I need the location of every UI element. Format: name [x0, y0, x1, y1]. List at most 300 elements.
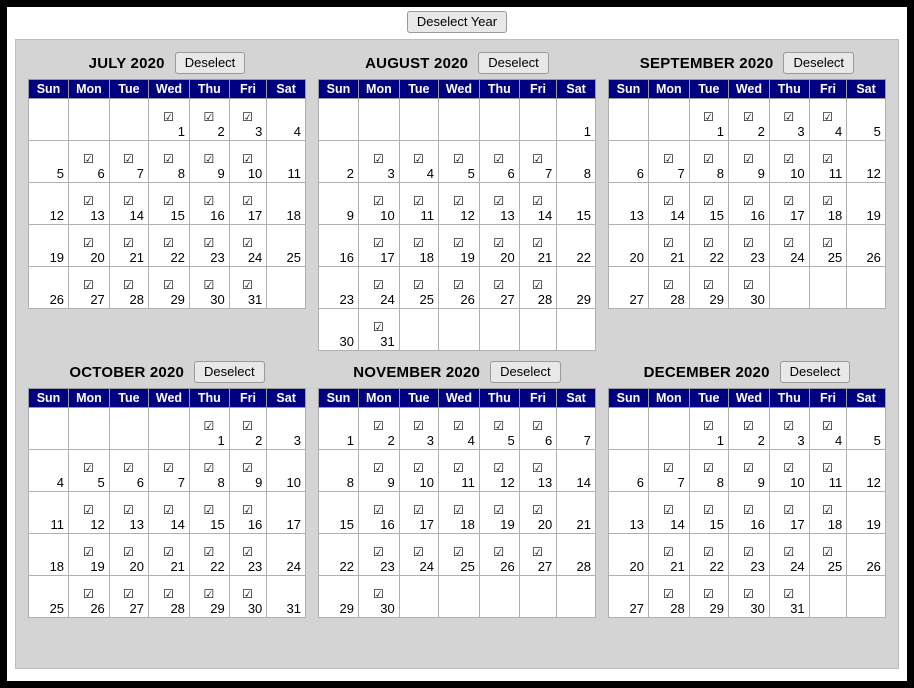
day-checkbox[interactable]: ☑ — [203, 110, 215, 124]
day-cell[interactable] — [438, 267, 479, 309]
day-checkbox[interactable]: ☑ — [783, 503, 795, 517]
day-cell[interactable] — [648, 450, 689, 492]
day-checkbox[interactable]: ☑ — [743, 503, 754, 517]
day-checkbox[interactable]: ☑ — [203, 503, 215, 517]
day-checkbox[interactable]: ☑ — [743, 419, 754, 433]
day-cell[interactable] — [189, 99, 229, 141]
day-cell[interactable] — [229, 183, 267, 225]
day-checkbox[interactable]: ☑ — [822, 110, 833, 124]
day-cell[interactable] — [149, 183, 190, 225]
day-cell[interactable] — [728, 492, 769, 534]
week-row — [608, 450, 885, 492]
day-cell[interactable] — [438, 492, 479, 534]
day-checkbox[interactable]: ☑ — [822, 236, 833, 250]
day-checkbox[interactable]: ☑ — [242, 587, 253, 601]
day-cell[interactable] — [479, 183, 519, 225]
day-cell[interactable] — [69, 225, 110, 267]
day-checkbox[interactable]: ☑ — [123, 503, 134, 517]
day-checkbox[interactable]: ☑ — [453, 503, 464, 517]
day-cell[interactable] — [189, 141, 229, 183]
day-checkbox[interactable]: ☑ — [163, 152, 174, 166]
day-checkbox[interactable]: ☑ — [743, 278, 754, 292]
day-cell[interactable] — [728, 99, 769, 141]
day-checkbox[interactable]: ☑ — [783, 545, 795, 559]
day-cell[interactable] — [359, 267, 400, 309]
day-cell[interactable] — [109, 492, 148, 534]
day-number: 3 — [797, 124, 805, 139]
day-checkbox[interactable]: ☑ — [532, 503, 543, 517]
day-cell — [847, 99, 886, 141]
day-cell[interactable] — [149, 225, 190, 267]
day-checkbox[interactable]: ☑ — [702, 152, 714, 166]
day-checkbox[interactable]: ☑ — [532, 545, 543, 559]
day-checkbox[interactable]: ☑ — [412, 545, 424, 559]
day-checkbox[interactable]: ☑ — [83, 194, 94, 208]
day-checkbox[interactable]: ☑ — [83, 461, 94, 475]
day-cell[interactable] — [109, 225, 148, 267]
day-checkbox[interactable]: ☑ — [203, 587, 215, 601]
day-checkbox[interactable]: ☑ — [203, 461, 215, 475]
day-checkbox[interactable]: ☑ — [662, 545, 674, 559]
day-number: 19 — [500, 517, 515, 532]
day-cell[interactable] — [728, 450, 769, 492]
day-number: 24 — [380, 292, 395, 307]
day-cell[interactable] — [438, 450, 479, 492]
day-checkbox[interactable]: ☑ — [743, 236, 754, 250]
day-checkbox[interactable]: ☑ — [123, 587, 134, 601]
day-cell[interactable] — [149, 534, 190, 576]
day-checkbox[interactable]: ☑ — [163, 587, 174, 601]
day-cell[interactable] — [149, 450, 190, 492]
day-checkbox[interactable]: ☑ — [242, 236, 253, 250]
day-cell — [267, 141, 306, 183]
day-checkbox[interactable]: ☑ — [83, 587, 94, 601]
day-checkbox[interactable]: ☑ — [163, 503, 174, 517]
empty-day-cell — [648, 99, 689, 141]
day-checkbox[interactable]: ☑ — [783, 419, 795, 433]
day-cell[interactable] — [769, 99, 809, 141]
day-cell[interactable] — [399, 492, 438, 534]
day-cell[interactable] — [648, 183, 689, 225]
day-checkbox[interactable]: ☑ — [83, 152, 94, 166]
day-cell[interactable] — [109, 183, 148, 225]
day-checkbox[interactable]: ☑ — [532, 194, 543, 208]
day-checkbox[interactable]: ☑ — [372, 419, 384, 433]
day-number: 19 — [90, 559, 105, 574]
day-checkbox[interactable]: ☑ — [662, 587, 674, 601]
day-checkbox[interactable]: ☑ — [743, 545, 754, 559]
day-checkbox[interactable]: ☑ — [163, 278, 174, 292]
day-cell[interactable] — [479, 534, 519, 576]
day-cell[interactable] — [399, 534, 438, 576]
day-number: 8 — [177, 166, 185, 181]
day-checkbox[interactable]: ☑ — [702, 503, 714, 517]
day-checkbox[interactable]: ☑ — [453, 194, 464, 208]
day-cell[interactable] — [769, 450, 809, 492]
day-checkbox[interactable]: ☑ — [412, 503, 424, 517]
day-checkbox[interactable]: ☑ — [743, 152, 754, 166]
deselect-month-button[interactable]: Deselect — [490, 361, 561, 383]
calendar-header — [28, 359, 306, 388]
day-cell[interactable] — [149, 141, 190, 183]
day-checkbox[interactable]: ☑ — [203, 152, 215, 166]
day-cell[interactable] — [438, 225, 479, 267]
day-cell[interactable] — [769, 183, 809, 225]
day-checkbox[interactable]: ☑ — [242, 461, 253, 475]
day-cell[interactable] — [479, 225, 519, 267]
day-cell[interactable] — [689, 225, 728, 267]
day-checkbox[interactable]: ☑ — [743, 461, 754, 475]
day-cell[interactable] — [519, 450, 557, 492]
day-cell — [608, 225, 648, 267]
day-cell[interactable] — [689, 141, 728, 183]
day-checkbox[interactable]: ☑ — [123, 545, 134, 559]
day-checkbox[interactable]: ☑ — [163, 545, 174, 559]
day-cell[interactable] — [359, 183, 400, 225]
day-checkbox[interactable]: ☑ — [702, 419, 714, 433]
day-cell[interactable] — [809, 534, 847, 576]
day-checkbox[interactable]: ☑ — [242, 419, 253, 433]
day-checkbox[interactable]: ☑ — [123, 461, 134, 475]
day-checkbox[interactable]: ☑ — [783, 152, 795, 166]
day-cell[interactable] — [769, 492, 809, 534]
day-checkbox[interactable]: ☑ — [372, 152, 384, 166]
day-cell[interactable] — [479, 492, 519, 534]
day-checkbox[interactable]: ☑ — [453, 236, 464, 250]
day-checkbox[interactable]: ☑ — [242, 278, 253, 292]
day-checkbox[interactable]: ☑ — [662, 461, 674, 475]
day-cell[interactable] — [109, 267, 148, 309]
day-checkbox[interactable]: ☑ — [783, 587, 795, 601]
day-cell[interactable] — [399, 183, 438, 225]
day-cell[interactable] — [189, 534, 229, 576]
day-checkbox[interactable]: ☑ — [242, 110, 253, 124]
day-cell[interactable] — [69, 534, 110, 576]
weekday-header: Sun — [29, 80, 69, 99]
day-cell[interactable] — [359, 576, 400, 618]
day-cell[interactable] — [689, 99, 728, 141]
empty-day-cell — [519, 576, 557, 618]
day-cell[interactable] — [399, 267, 438, 309]
day-cell[interactable] — [519, 492, 557, 534]
day-cell[interactable] — [109, 141, 148, 183]
day-checkbox[interactable]: ☑ — [532, 461, 543, 475]
deselect-month-button[interactable]: Deselect — [783, 52, 854, 74]
day-checkbox[interactable]: ☑ — [123, 194, 134, 208]
day-checkbox[interactable]: ☑ — [822, 461, 833, 475]
day-cell[interactable] — [69, 450, 110, 492]
day-cell[interactable] — [689, 267, 728, 309]
day-checkbox[interactable]: ☑ — [493, 278, 505, 292]
day-cell[interactable] — [109, 534, 148, 576]
day-checkbox[interactable]: ☑ — [662, 278, 674, 292]
day-cell[interactable] — [519, 225, 557, 267]
day-checkbox[interactable]: ☑ — [453, 461, 464, 475]
day-checkbox[interactable]: ☑ — [412, 461, 424, 475]
deselect-month-button[interactable]: Deselect — [478, 52, 549, 74]
day-checkbox[interactable]: ☑ — [412, 194, 424, 208]
day-checkbox[interactable]: ☑ — [163, 236, 174, 250]
day-checkbox[interactable]: ☑ — [532, 152, 543, 166]
day-checkbox[interactable]: ☑ — [123, 152, 134, 166]
day-checkbox[interactable]: ☑ — [242, 503, 253, 517]
day-cell[interactable] — [69, 267, 110, 309]
weekday-header-row — [29, 80, 306, 99]
day-cell[interactable] — [189, 492, 229, 534]
day-cell[interactable] — [648, 576, 689, 618]
weekday-header: Wed — [149, 389, 190, 408]
day-checkbox[interactable]: ☑ — [203, 236, 215, 250]
day-cell[interactable] — [519, 408, 557, 450]
day-cell[interactable] — [689, 534, 728, 576]
day-checkbox[interactable]: ☑ — [242, 194, 253, 208]
day-checkbox[interactable]: ☑ — [662, 152, 674, 166]
day-cell[interactable] — [648, 225, 689, 267]
day-cell[interactable] — [769, 141, 809, 183]
day-number: 30 — [750, 292, 765, 307]
day-cell[interactable] — [69, 141, 110, 183]
day-cell[interactable] — [809, 225, 847, 267]
day-cell[interactable] — [189, 225, 229, 267]
day-checkbox[interactable]: ☑ — [822, 152, 833, 166]
day-cell[interactable] — [728, 534, 769, 576]
day-cell[interactable] — [359, 309, 400, 351]
day-checkbox[interactable]: ☑ — [743, 194, 754, 208]
day-checkbox[interactable]: ☑ — [532, 419, 543, 433]
day-checkbox[interactable]: ☑ — [702, 110, 714, 124]
day-checkbox[interactable]: ☑ — [493, 461, 505, 475]
day-cell[interactable] — [648, 141, 689, 183]
day-cell[interactable] — [189, 183, 229, 225]
day-cell[interactable] — [769, 408, 809, 450]
day-cell[interactable] — [809, 408, 847, 450]
day-cell[interactable] — [438, 141, 479, 183]
day-cell[interactable] — [229, 99, 267, 141]
day-cell[interactable] — [689, 408, 728, 450]
day-number: 4 — [835, 124, 843, 139]
day-number: 16 — [380, 517, 395, 532]
day-checkbox[interactable]: ☑ — [123, 278, 134, 292]
weekday-header: Fri — [519, 389, 557, 408]
day-cell[interactable] — [229, 450, 267, 492]
day-checkbox[interactable]: ☑ — [702, 461, 714, 475]
day-checkbox[interactable]: ☑ — [412, 278, 424, 292]
day-checkbox[interactable]: ☑ — [702, 278, 714, 292]
day-checkbox[interactable]: ☑ — [783, 461, 795, 475]
day-cell[interactable] — [69, 492, 110, 534]
day-cell[interactable] — [69, 183, 110, 225]
day-checkbox[interactable]: ☑ — [372, 320, 384, 334]
day-checkbox[interactable]: ☑ — [123, 236, 134, 250]
day-checkbox[interactable]: ☑ — [662, 194, 674, 208]
day-cell[interactable] — [809, 141, 847, 183]
day-checkbox[interactable]: ☑ — [822, 194, 833, 208]
day-cell[interactable] — [519, 183, 557, 225]
day-checkbox[interactable]: ☑ — [702, 236, 714, 250]
day-cell[interactable] — [229, 267, 267, 309]
day-checkbox[interactable]: ☑ — [822, 503, 833, 517]
day-checkbox[interactable]: ☑ — [372, 587, 384, 601]
day-checkbox[interactable]: ☑ — [163, 461, 174, 475]
day-checkbox[interactable]: ☑ — [83, 278, 94, 292]
day-cell[interactable] — [438, 408, 479, 450]
day-number: 31 — [286, 601, 301, 616]
day-cell[interactable] — [149, 267, 190, 309]
day-cell[interactable] — [648, 534, 689, 576]
day-cell[interactable] — [728, 267, 769, 309]
day-cell[interactable] — [69, 576, 110, 618]
day-checkbox[interactable]: ☑ — [822, 419, 833, 433]
empty-day-cell — [29, 408, 69, 450]
day-checkbox[interactable]: ☑ — [372, 278, 384, 292]
day-cell[interactable] — [689, 576, 728, 618]
day-cell[interactable] — [769, 576, 809, 618]
day-cell[interactable] — [149, 99, 190, 141]
day-checkbox[interactable]: ☑ — [412, 152, 424, 166]
deselect-month-button[interactable]: Deselect — [194, 361, 265, 383]
day-cell[interactable] — [519, 534, 557, 576]
deselect-year-button[interactable]: Deselect Year — [407, 11, 507, 33]
day-checkbox[interactable]: ☑ — [783, 194, 795, 208]
day-checkbox[interactable]: ☑ — [493, 236, 505, 250]
day-checkbox[interactable]: ☑ — [83, 545, 94, 559]
day-cell[interactable] — [229, 408, 267, 450]
day-checkbox[interactable]: ☑ — [453, 545, 464, 559]
day-cell[interactable] — [648, 492, 689, 534]
day-cell[interactable] — [399, 225, 438, 267]
day-checkbox[interactable]: ☑ — [372, 545, 384, 559]
day-checkbox[interactable]: ☑ — [662, 503, 674, 517]
day-checkbox[interactable]: ☑ — [203, 194, 215, 208]
day-checkbox[interactable]: ☑ — [783, 110, 795, 124]
day-cell[interactable] — [479, 141, 519, 183]
day-checkbox[interactable]: ☑ — [493, 419, 505, 433]
day-checkbox[interactable]: ☑ — [163, 194, 174, 208]
day-cell[interactable] — [189, 408, 229, 450]
day-cell[interactable] — [359, 534, 400, 576]
day-checkbox[interactable]: ☑ — [242, 545, 253, 559]
day-checkbox[interactable]: ☑ — [372, 461, 384, 475]
day-checkbox[interactable]: ☑ — [702, 194, 714, 208]
day-checkbox[interactable]: ☑ — [163, 110, 174, 124]
day-cell[interactable] — [728, 408, 769, 450]
day-cell[interactable] — [149, 576, 190, 618]
day-cell[interactable] — [109, 576, 148, 618]
day-checkbox[interactable]: ☑ — [412, 419, 424, 433]
day-cell[interactable] — [189, 450, 229, 492]
day-cell[interactable] — [399, 450, 438, 492]
day-checkbox[interactable]: ☑ — [372, 236, 384, 250]
day-cell[interactable] — [359, 141, 400, 183]
day-cell[interactable] — [438, 183, 479, 225]
day-checkbox[interactable]: ☑ — [702, 545, 714, 559]
day-cell[interactable] — [728, 183, 769, 225]
day-cell[interactable] — [399, 408, 438, 450]
day-cell — [608, 576, 648, 618]
day-cell[interactable] — [479, 408, 519, 450]
day-cell[interactable] — [189, 267, 229, 309]
day-number: 1 — [716, 433, 724, 448]
day-cell[interactable] — [359, 225, 400, 267]
day-cell[interactable] — [689, 183, 728, 225]
day-checkbox[interactable]: ☑ — [203, 545, 215, 559]
day-cell[interactable] — [519, 141, 557, 183]
day-checkbox[interactable]: ☑ — [83, 236, 94, 250]
day-checkbox[interactable]: ☑ — [203, 419, 215, 433]
day-checkbox[interactable]: ☑ — [453, 419, 464, 433]
day-cell[interactable] — [229, 141, 267, 183]
day-checkbox[interactable]: ☑ — [532, 278, 543, 292]
day-cell[interactable] — [359, 450, 400, 492]
day-cell[interactable] — [809, 183, 847, 225]
day-cell[interactable] — [399, 141, 438, 183]
day-cell[interactable] — [648, 267, 689, 309]
day-number: 10 — [286, 475, 301, 490]
day-checkbox[interactable]: ☑ — [743, 587, 754, 601]
day-checkbox[interactable]: ☑ — [453, 152, 464, 166]
day-checkbox[interactable]: ☑ — [493, 545, 505, 559]
day-checkbox[interactable]: ☑ — [662, 236, 674, 250]
day-cell[interactable] — [479, 267, 519, 309]
day-checkbox[interactable]: ☑ — [532, 236, 543, 250]
day-cell[interactable] — [728, 141, 769, 183]
day-checkbox[interactable]: ☑ — [783, 236, 795, 250]
day-checkbox[interactable]: ☑ — [493, 194, 505, 208]
day-number: 27 — [629, 601, 644, 616]
day-checkbox[interactable]: ☑ — [822, 545, 833, 559]
day-checkbox[interactable]: ☑ — [83, 503, 94, 517]
week-row — [608, 534, 885, 576]
day-cell[interactable] — [189, 576, 229, 618]
day-cell[interactable] — [689, 450, 728, 492]
deselect-month-button[interactable]: Deselect — [175, 52, 246, 74]
day-checkbox[interactable]: ☑ — [493, 152, 505, 166]
day-cell — [608, 534, 648, 576]
day-checkbox[interactable]: ☑ — [372, 194, 384, 208]
day-checkbox[interactable]: ☑ — [702, 587, 714, 601]
day-cell[interactable] — [479, 450, 519, 492]
day-cell[interactable] — [359, 408, 400, 450]
day-checkbox[interactable]: ☑ — [412, 236, 424, 250]
day-cell[interactable] — [809, 99, 847, 141]
day-checkbox[interactable]: ☑ — [493, 503, 505, 517]
day-cell[interactable] — [769, 534, 809, 576]
deselect-month-button[interactable]: Deselect — [780, 361, 851, 383]
day-checkbox[interactable]: ☑ — [242, 152, 253, 166]
day-cell[interactable] — [229, 225, 267, 267]
day-cell[interactable] — [728, 576, 769, 618]
day-checkbox[interactable]: ☑ — [203, 278, 215, 292]
day-cell[interactable] — [809, 450, 847, 492]
day-cell[interactable] — [809, 492, 847, 534]
day-cell[interactable] — [769, 225, 809, 267]
day-cell[interactable] — [359, 492, 400, 534]
day-cell[interactable] — [229, 576, 267, 618]
day-cell[interactable] — [438, 534, 479, 576]
day-checkbox[interactable]: ☑ — [372, 503, 384, 517]
day-cell[interactable] — [728, 225, 769, 267]
weekday-header: Mon — [69, 389, 110, 408]
day-cell[interactable] — [229, 492, 267, 534]
day-cell — [847, 225, 886, 267]
day-cell[interactable] — [229, 534, 267, 576]
day-checkbox[interactable]: ☑ — [453, 278, 464, 292]
day-cell[interactable] — [109, 450, 148, 492]
day-checkbox[interactable]: ☑ — [743, 110, 754, 124]
day-cell[interactable] — [689, 492, 728, 534]
day-cell[interactable] — [149, 492, 190, 534]
day-cell[interactable] — [519, 267, 557, 309]
